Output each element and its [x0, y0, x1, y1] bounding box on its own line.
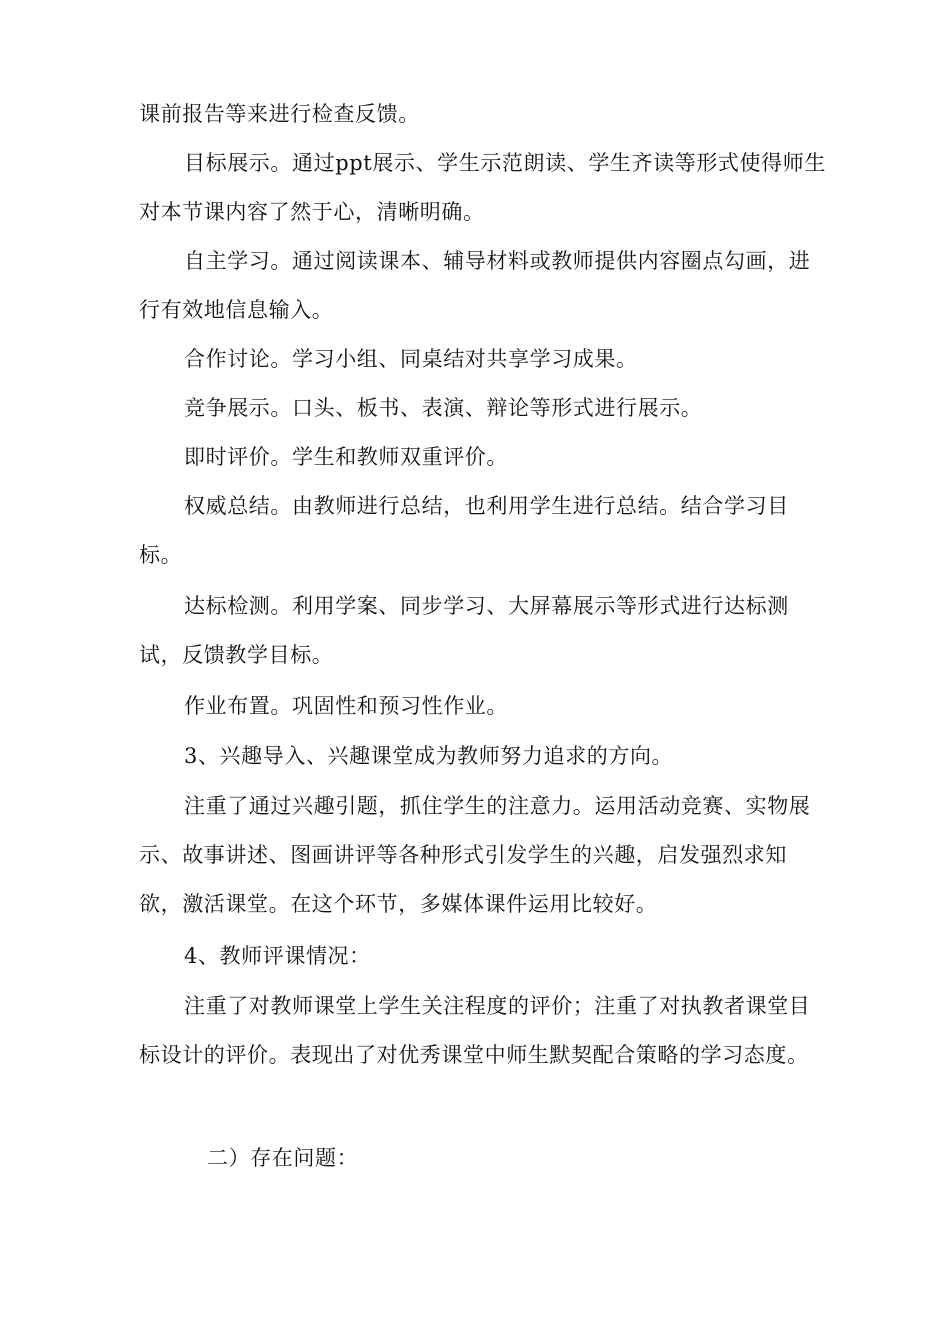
paragraph-instant-evaluation: 即时评价。学生和教师双重评价。: [184, 445, 508, 469]
paragraph-interest-intro: 3、兴趣导入、兴趣课堂成为教师努力追求的方向。: [184, 744, 674, 768]
paragraph-competitive-display: 竞争展示。口头、板书、表演、辩论等形式进行展示。: [184, 396, 703, 420]
paragraph-review-detail: 注重了对教师课堂上学生关注程度的评价；注重了对执教者课堂目标设计的评价。表现出了对优秀课堂中师生默契配合策略的学习态度。: [139, 994, 811, 1067]
paragraph-authoritative-summary: 权威总结。由教师进行总结，也利用学生进行总结。结合学习目标。: [139, 494, 789, 567]
paragraph-self-study: 自主学习。通过阅读课本、辅导材料或教师提供内容圈点勾画，进行有效地信息输入。: [139, 249, 811, 322]
paragraph-homework: 作业布置。巩固性和预习性作业。: [184, 694, 508, 718]
paragraph-continuation: 课前报告等来进行检查反馈。: [139, 102, 420, 126]
paragraph-cooperative-discussion: 合作讨论。学习小组、同桌结对共享学习成果。: [184, 347, 638, 371]
section-heading-problems: 二）存在问题：: [207, 1146, 359, 1170]
paragraph-target-display: 目标展示。通过ppt展示、学生示范朗读、学生齐读等形式使得师生对本节课内容了然于心，清晰明确。: [139, 151, 826, 224]
paragraph-target-test: 达标检测。利用学案、同步学习、大屏幕展示等形式进行达标测试，反馈教学目标。: [139, 594, 789, 667]
paragraph-teacher-review: 4、教师评课情况：: [184, 944, 371, 968]
paragraph-interest-detail: 注重了通过兴趣引题，抓住学生的注意力。运用活动竞赛、实物展示、故事讲述、图画讲评等各种形式引发学生的兴趣，启发强烈求知欲，激活课堂。在这个环节，多媒体课件运用比较好。: [139, 794, 811, 916]
